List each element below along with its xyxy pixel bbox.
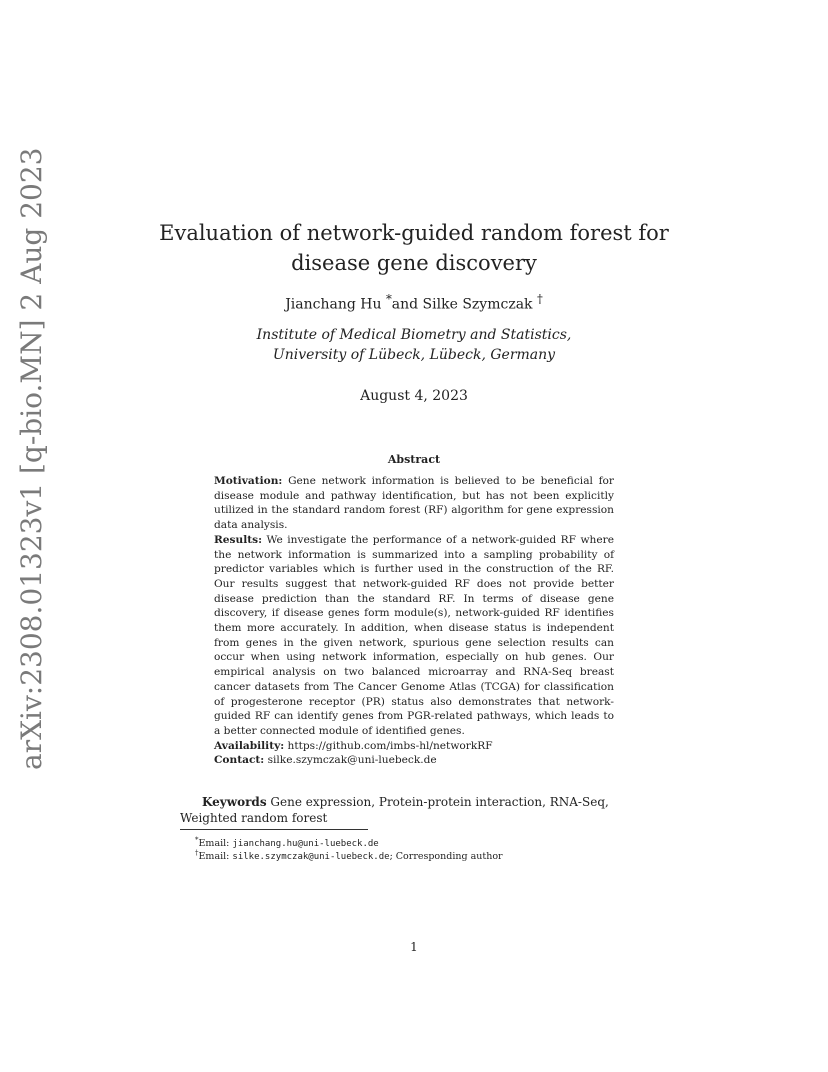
footnote-1 — [195, 836, 379, 849]
footnote-1-label: Email: — [198, 838, 230, 850]
keywords — [180, 794, 648, 826]
motivation-text: Gene network information is believed to be beneficial for disease module and pathway identification, but has not been explicitly utilized in the standard random forest (RF) algorithm for gene expression data analysis. — [214, 475, 614, 532]
availability-link[interactable]: https://github.com/imbs-hl/networkRF — [287, 739, 493, 752]
contact-email[interactable]: silke.szymczak@uni-luebeck.de — [267, 754, 437, 767]
author-name-1: Jianchang Hu — [285, 296, 382, 313]
abstract-motivation — [214, 474, 614, 533]
author-mark-2: † — [536, 292, 543, 306]
abstract-contact — [214, 753, 614, 768]
results-text: We investigate the performance of a network-guided RF where the network information is summarized into a sampling probability of predictor variables which is further used in the construction of the RF. Our results suggest that network-guided RF does not provide better disease prediction than the standard RF. In terms of disease gene discovery, if disease genes form module(s), network-guided RF identifies them more accurately. In addition, when disease status is independent from genes in the given network, spurious gene selection results can occur when using network information, especially on hub genes. Our empirical analysis on two balanced microarray and RNA-Seq breast cancer datasets from The Cancer Genome Atlas (TCGA) for classification of progesterone receptor (PR) status also demonstrates that network-guided RF can identify genes from PGR-related pathways, which leads to a better connected module of identified genes. — [214, 533, 614, 737]
title-line-1: Evaluation of network-guided random forest for — [159, 221, 669, 245]
affiliation-line-1: Institute of Medical Biometry and Statistics, — [256, 327, 572, 343]
motivation-label: Motivation: — [214, 475, 283, 487]
footnote-2-mark: † — [195, 849, 199, 857]
page-number: 1 — [410, 940, 418, 954]
footnote-2-label: Email: — [198, 851, 230, 863]
abstract-heading: Abstract — [387, 453, 441, 466]
keywords-text: Gene expression, Protein-protein interaction, RNA-Seq, Weighted random forest — [180, 795, 609, 825]
results-label: Results: — [214, 533, 263, 546]
abstract-body — [214, 474, 614, 768]
affiliation-line-2: University of Lübeck, Lübeck, Germany — [272, 347, 556, 363]
arxiv-stamp: arXiv:2308.01323v1 [q-bio.MN] 2 Aug 2023 — [15, 147, 48, 770]
title-line-2: disease gene discovery — [291, 251, 537, 275]
author-name-2: and Silke Szymczak — [391, 296, 533, 313]
paper-date: August 4, 2023 — [360, 388, 468, 404]
footnote-1-mark: * — [195, 836, 199, 844]
footnote-1-email[interactable]: jianchang.hu@uni-luebeck.de — [232, 839, 379, 850]
author-mark-1: * — [385, 292, 392, 306]
footnote-2 — [195, 849, 503, 862]
authors — [140, 292, 688, 313]
contact-label: Contact: — [214, 754, 265, 767]
keywords-label: Keywords — [202, 795, 267, 809]
availability-label: Availability: — [214, 739, 285, 752]
abstract-availability — [214, 739, 614, 754]
footnote-2-email[interactable]: silke.szymczak@uni-luebeck.de — [232, 852, 390, 863]
footnote-rule — [180, 829, 368, 830]
abstract-results — [214, 533, 614, 739]
footnote-2-suffix: ; Corresponding author — [389, 851, 503, 863]
paper-title — [140, 218, 688, 278]
affiliation — [140, 325, 688, 365]
